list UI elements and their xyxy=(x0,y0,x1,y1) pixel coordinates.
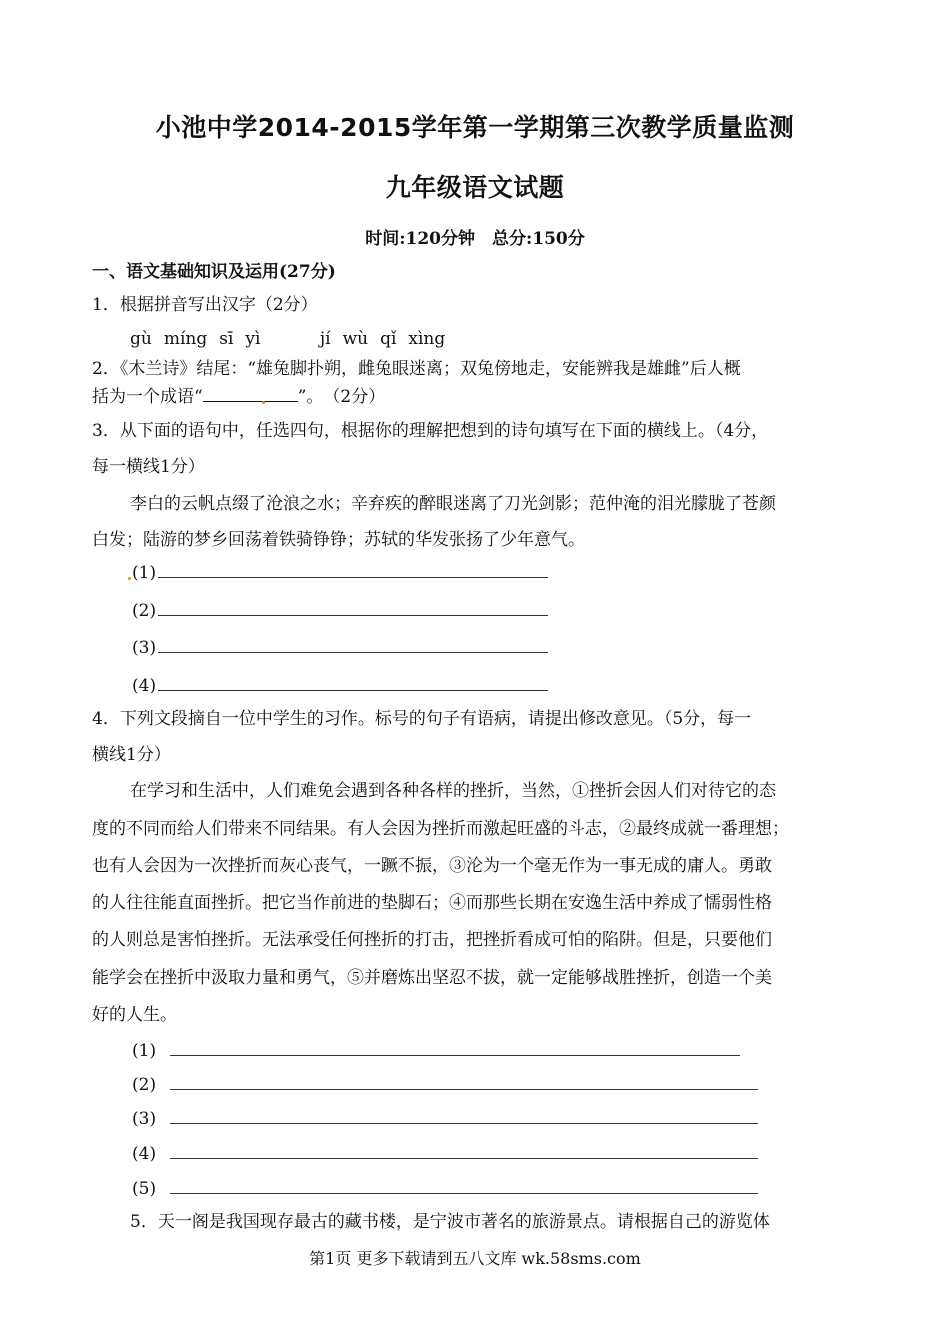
pinyin-syllable: gù xyxy=(130,329,152,349)
question-4-passage-line: 的人往往能直面挫折。把它当作前进的垫脚石；④而那些长期在安逸生活中养成了懦弱性格 xyxy=(92,893,772,913)
pinyin-syllable: míng xyxy=(163,329,208,349)
exam-subtitle: 九年级语文试题 xyxy=(385,173,565,202)
answer-underline[interactable] xyxy=(170,1144,758,1159)
pinyin-syllable: jí xyxy=(319,329,331,349)
blank-label: (2) xyxy=(132,1075,157,1095)
question-2-prefix: 括为一个成语“ xyxy=(92,387,203,407)
q3-answer-line-4[interactable] xyxy=(132,675,548,697)
q4-answer-line-3[interactable] xyxy=(132,1108,758,1130)
question-4-line1: 4．下列文段摘自一位中学生的习作。标号的句子有语病，请提出修改意见。（5分，每一 xyxy=(92,709,752,729)
q3-answer-line-3[interactable] xyxy=(132,637,548,659)
answer-underline[interactable] xyxy=(170,1041,740,1056)
pinyin-syllable: xìng xyxy=(408,329,446,349)
question-4-passage-line: 也有人会因为一次挫折而灰心丧气，一蹶不振，③沦为一个毫无作为一事无成的庸人。勇敢 xyxy=(92,856,772,876)
question-3-passage-line1: 李白的云帆点缀了沧浪之水；辛弃疾的醉眼迷离了刀光剑影；范仲淹的泪光朦胧了苍颜 xyxy=(130,494,776,514)
blank-label: (3) xyxy=(132,638,157,658)
q3-answer-line-2[interactable] xyxy=(132,600,548,622)
q4-answer-line-2[interactable] xyxy=(132,1074,758,1096)
time-info: 时间:120分钟 总分:150分 xyxy=(365,229,585,249)
question-4-passage-line: 好的人生。 xyxy=(92,1005,177,1025)
blank-label: (3) xyxy=(132,1109,157,1129)
question-3-line1: 3．从下面的语句中，任选四句，根据你的理解把想到的诗句填写在下面的横线上。（4分， xyxy=(92,421,769,441)
exam-title: 小池中学2014-2015学年第一学期第三次教学质量监测 xyxy=(155,113,795,142)
answer-underline[interactable] xyxy=(158,601,548,616)
question-4-passage-line: 的人则总是害怕挫折。无法承受任何挫折的打击，把挫折看成可怕的陷阱。但是，只要他们 xyxy=(92,930,772,950)
pinyin-group-1 xyxy=(130,328,272,350)
q4-answer-line-4[interactable] xyxy=(132,1143,758,1165)
pinyin-syllable: qǐ xyxy=(380,329,397,349)
blank-label: (4) xyxy=(132,676,157,696)
blank-label: (2) xyxy=(132,601,157,621)
answer-underline[interactable] xyxy=(170,1075,758,1090)
stray-dot xyxy=(262,401,265,404)
q3-answer-line-1[interactable] xyxy=(132,562,548,584)
pinyin-group-2 xyxy=(320,328,457,350)
question-3-passage-line2: 白发；陆游的梦乡回荡着铁骑铮铮；苏轼的华发张扬了少年意气。 xyxy=(92,530,585,550)
question-1: 1．根据拼音写出汉字（2分） xyxy=(92,295,318,315)
q4-answer-line-5[interactable] xyxy=(132,1178,758,1200)
page-footer: 第1页 更多下载请到五八文库 wk.58sms.com xyxy=(309,1249,641,1268)
answer-underline[interactable] xyxy=(158,676,548,691)
question-4-passage-line: 能学会在挫折中汲取力量和勇气，⑤并磨炼出坚忍不拔，就一定能够战胜挫折，创造一个美 xyxy=(92,968,772,988)
answer-underline[interactable] xyxy=(158,638,548,653)
idiom-answer-blank[interactable] xyxy=(203,387,298,402)
answer-underline[interactable] xyxy=(158,563,548,578)
q4-answer-line-1[interactable] xyxy=(132,1040,740,1062)
question-3-line2: 每一横线1分） xyxy=(92,457,205,477)
blank-label: (4) xyxy=(132,1144,157,1164)
question-4-line2: 横线1分） xyxy=(92,745,171,765)
pinyin-syllable: sī xyxy=(219,329,234,349)
pinyin-syllable: wù xyxy=(342,329,369,349)
question-2-suffix: ”。 （2分） xyxy=(297,387,386,407)
pinyin-row xyxy=(130,328,910,350)
blank-label: (1) xyxy=(132,1041,157,1061)
question-5-line1: 5．天一阁是我国现存最古的藏书楼，是宁波市著名的旅游景点。请根据自己的游览体 xyxy=(130,1212,770,1232)
pinyin-syllable: yì xyxy=(245,329,261,349)
answer-underline[interactable] xyxy=(170,1179,758,1194)
answer-underline[interactable] xyxy=(170,1109,758,1124)
section-heading: 一、语文基础知识及运用(27分) xyxy=(92,262,336,282)
blank-label: (5) xyxy=(132,1179,157,1199)
question-2-line2 xyxy=(92,386,872,408)
question-4-passage-line: 在学习和生活中，人们难免会遇到各种各样的挫折，当然，①挫折会因人们对待它的态 xyxy=(130,781,776,801)
question-4-passage-line: 度的不同而给人们带来不同结果。有人会因为挫折而激起旺盛的斗志，②最终成就一番理想； xyxy=(92,819,789,839)
stray-dot xyxy=(128,577,131,580)
question-2-line1: 2．《木兰诗》结尾：“雄兔脚扑朔，雌兔眼迷离；双兔傍地走，安能辨我是雄雌”后人概 xyxy=(92,359,741,379)
blank-label: (1) xyxy=(132,563,157,583)
